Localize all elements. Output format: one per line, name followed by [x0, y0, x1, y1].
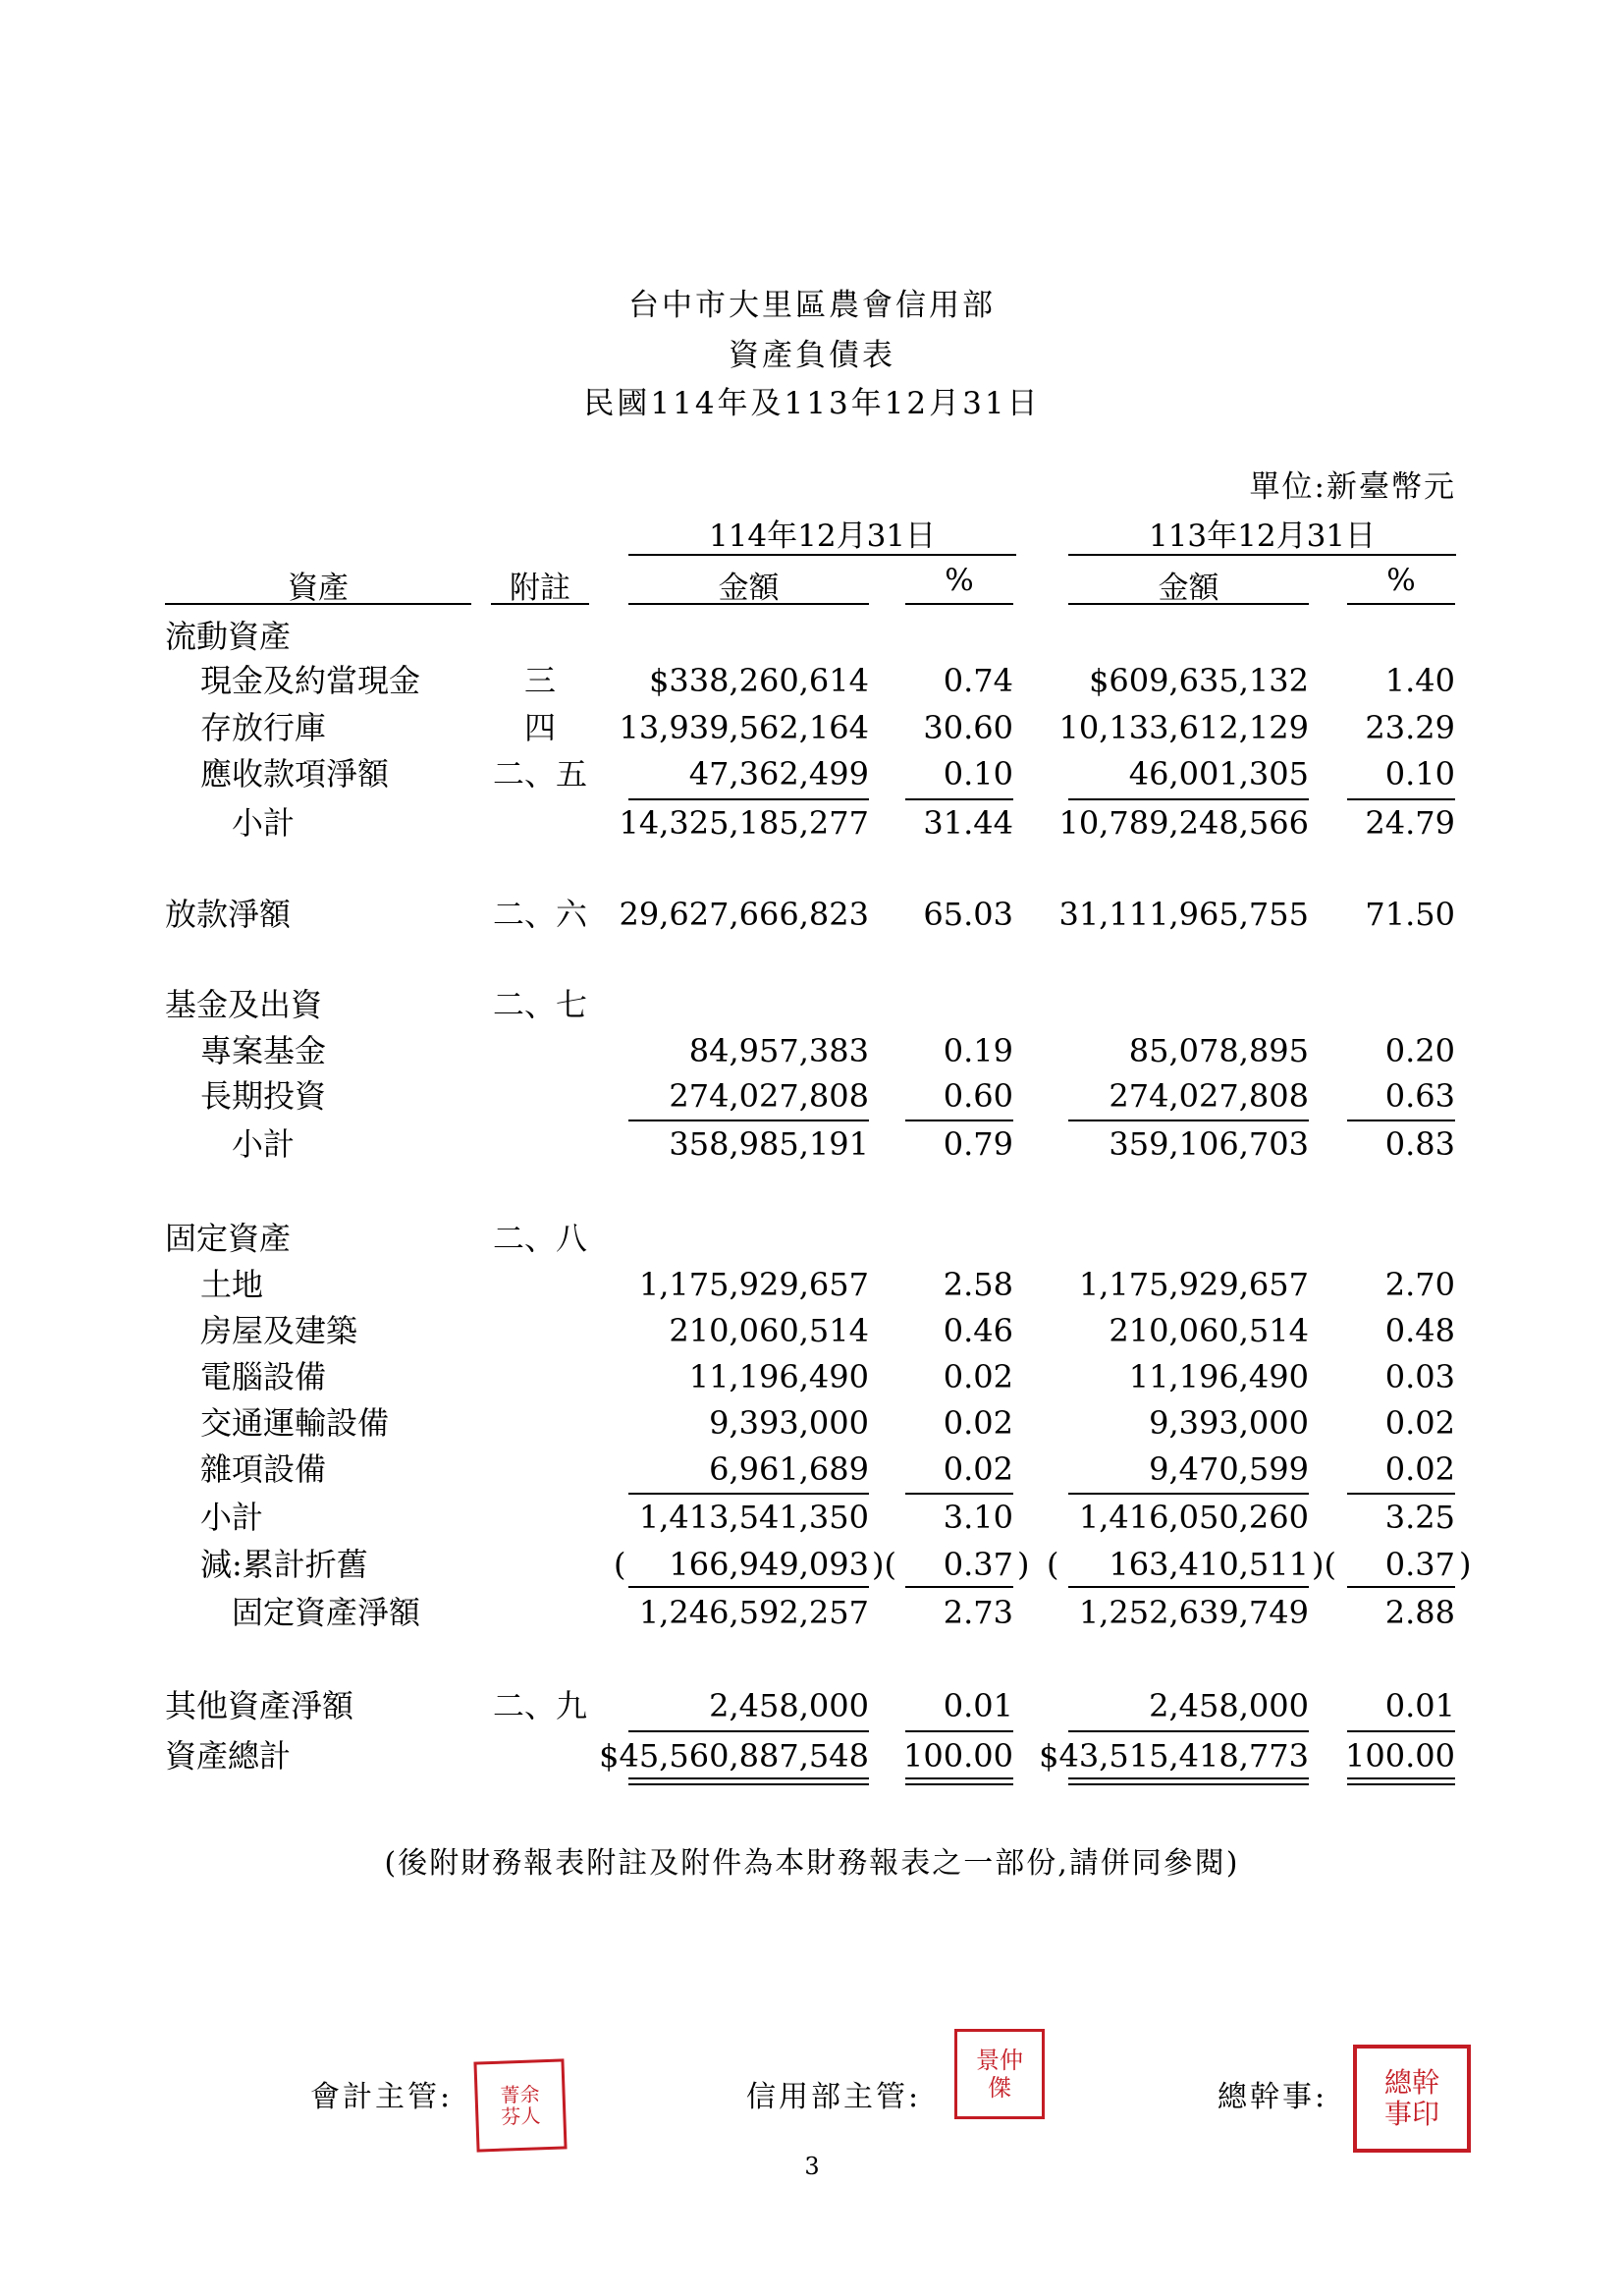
paren-close-pct113: ): [1459, 1546, 1472, 1583]
credit-supervisor-label: 信用部主管:: [746, 2080, 922, 2114]
row-label: 現金及約當現金: [200, 662, 421, 699]
row-note: 二、六: [492, 896, 587, 933]
row-amt114: $45,560,887,548: [599, 1737, 869, 1775]
row-label: 土地: [200, 1266, 264, 1303]
row-pct113: 0.10: [1384, 755, 1455, 792]
paren-close-amt114: )(: [872, 1546, 896, 1583]
paren-close-pct114: ): [1017, 1546, 1030, 1583]
grand-total-double-rule: [905, 1777, 1013, 1785]
row-label: 固定資產淨額: [232, 1594, 421, 1631]
subtotal-rule: [905, 1120, 1013, 1121]
total-rule: [905, 1586, 1013, 1588]
row-label: 雜項設備: [200, 1450, 327, 1488]
row-pct114: [895, 1219, 1013, 1258]
paren-open-amt113: (: [1047, 1546, 1059, 1583]
percent-114-header-underline: [905, 603, 1013, 605]
row-amt114: 1,175,929,657: [638, 1266, 869, 1303]
row-amt114: 210,060,514: [669, 1312, 869, 1349]
grand-total-double-rule: [1347, 1777, 1455, 1785]
subtotal-rule: [628, 1120, 869, 1121]
row-pct113: 100.00: [1345, 1737, 1455, 1775]
row-amt114: 29,627,666,823: [619, 896, 869, 933]
row-amt113: 11,196,490: [1128, 1358, 1309, 1395]
currency-unit: 單位:新臺幣元: [1249, 469, 1456, 505]
row-note: [491, 1031, 589, 1070]
footnote: (後附財務報表附註及附件為本財務報表之一部份,請併同參閱): [384, 1846, 1240, 1881]
row-label: 其他資產淨額: [165, 1687, 354, 1724]
row-note: [491, 1076, 589, 1116]
row-amt114: 9,393,000: [709, 1404, 869, 1442]
row-amt113: 9,470,599: [1149, 1450, 1309, 1488]
row-pct113: 0.02: [1384, 1404, 1455, 1442]
row-note: 三: [523, 662, 556, 699]
subtotal-rule: [628, 1493, 869, 1495]
row-note: [491, 617, 589, 656]
row-pct114: 0.02: [943, 1404, 1013, 1442]
row-label: 減:累計折舊: [200, 1546, 368, 1583]
row-pct113: 0.83: [1384, 1125, 1455, 1163]
row-label: 固定資產: [165, 1220, 292, 1257]
amount-114-header: 金額: [718, 571, 780, 606]
row-amt114: $338,260,614: [649, 662, 869, 699]
row-label: 應收款項淨額: [200, 755, 390, 792]
row-label: 專案基金: [200, 1032, 327, 1069]
row-amt114: 84,957,383: [688, 1032, 869, 1069]
row-pct113: 0.20: [1384, 1032, 1455, 1069]
year-113-underline: [1068, 554, 1456, 556]
row-amt113: 274,027,808: [1109, 1077, 1309, 1115]
row-pct114: 3.10: [943, 1499, 1013, 1536]
total-rule: [1068, 1586, 1309, 1588]
subtotal-rule: [1068, 1493, 1309, 1495]
row-note: 二、九: [492, 1687, 587, 1724]
row-pct113: 24.79: [1365, 804, 1455, 842]
subtotal-rule: [1347, 1120, 1455, 1121]
row-amt113: 31,111,965,755: [1058, 896, 1309, 933]
row-pct114: 0.02: [943, 1450, 1013, 1488]
percent-114-header: %: [945, 563, 974, 598]
row-note: 二、八: [492, 1220, 587, 1257]
item-header: 資產: [288, 571, 349, 606]
row-amt113: 46,001,305: [1128, 755, 1309, 792]
row-amt114: 11,196,490: [688, 1358, 869, 1395]
row-note: 二、五: [492, 755, 587, 792]
row-pct113: 2.70: [1384, 1266, 1455, 1303]
row-amt114: 6,961,689: [709, 1450, 869, 1488]
row-note: [491, 1498, 589, 1537]
note-header-underline: [491, 603, 589, 605]
row-label: 房屋及建築: [200, 1312, 358, 1349]
row-pct114: 2.73: [943, 1594, 1013, 1631]
general-manager-seal: 總幹 事印: [1353, 2045, 1471, 2153]
total-rule: [1068, 1730, 1309, 1732]
row-pct113: [1337, 985, 1455, 1024]
row-amt113: 1,416,050,260: [1078, 1499, 1309, 1536]
row-pct114: 0.79: [943, 1125, 1013, 1163]
row-note: [491, 1593, 589, 1632]
row-pct113: 3.25: [1384, 1499, 1455, 1536]
subtotal-rule: [905, 1493, 1013, 1495]
paren-open-amt114: (: [614, 1546, 626, 1583]
row-pct114: 0.46: [943, 1312, 1013, 1349]
row-amt113: 2,458,000: [1149, 1687, 1309, 1724]
page-number: 3: [804, 2153, 820, 2180]
total-rule: [1347, 1730, 1455, 1732]
row-pct114: 0.74: [943, 662, 1013, 699]
row-pct114: 0.37: [943, 1546, 1013, 1583]
row-amt113: [1034, 617, 1309, 656]
row-pct114: [895, 617, 1013, 656]
subtotal-rule: [1068, 1120, 1309, 1121]
row-amt113: 210,060,514: [1109, 1312, 1309, 1349]
row-amt114: [594, 1219, 869, 1258]
row-amt113: 163,410,511: [1109, 1546, 1309, 1583]
row-label: 資產總計: [165, 1737, 292, 1775]
row-pct113: 0.01: [1384, 1687, 1455, 1724]
grand-total-double-rule: [628, 1777, 869, 1785]
row-label: 流動資產: [165, 618, 292, 655]
row-label: 基金及出資: [165, 986, 323, 1023]
subtotal-rule: [628, 798, 869, 800]
row-amt114: [594, 617, 869, 656]
row-amt113: 1,252,639,749: [1078, 1594, 1309, 1631]
row-label: 長期投資: [200, 1077, 327, 1115]
total-rule: [628, 1730, 869, 1732]
row-pct114: 31.44: [923, 804, 1013, 842]
statement-period: 民國114年及113年12月31日: [583, 386, 1041, 421]
paren-close-amt113: )(: [1312, 1546, 1336, 1583]
row-note: 四: [523, 709, 556, 746]
row-pct114: 0.19: [943, 1032, 1013, 1069]
row-amt114: 47,362,499: [688, 755, 869, 792]
row-label: 小計: [232, 1125, 296, 1163]
total-rule: [1347, 1586, 1455, 1588]
row-amt113: 10,133,612,129: [1058, 709, 1309, 746]
row-amt114: 14,325,185,277: [619, 804, 869, 842]
row-pct113: 0.02: [1384, 1450, 1455, 1488]
row-note: [491, 1357, 589, 1396]
row-note: [491, 803, 589, 843]
row-pct114: 100.00: [903, 1737, 1013, 1775]
row-pct113: 0.63: [1384, 1077, 1455, 1115]
subtotal-rule: [1347, 1493, 1455, 1495]
row-note: [491, 1311, 589, 1350]
row-note: [491, 1403, 589, 1443]
row-amt114: 1,246,592,257: [638, 1594, 869, 1631]
row-amt113: [1034, 985, 1309, 1024]
row-amt113: $609,635,132: [1089, 662, 1309, 699]
row-amt113: [1034, 1219, 1309, 1258]
row-amt114: 13,939,562,164: [619, 709, 869, 746]
subtotal-rule: [1068, 798, 1309, 800]
row-label: 放款淨額: [165, 896, 292, 933]
amount-113-header-underline: [1068, 603, 1309, 605]
amount-114-header-underline: [628, 603, 869, 605]
percent-113-header: %: [1386, 563, 1416, 598]
statement-title: 資產負債表: [729, 338, 895, 373]
total-rule: [905, 1730, 1013, 1732]
row-note: [491, 1449, 589, 1489]
row-amt114: 274,027,808: [669, 1077, 869, 1115]
row-amt114: 1,413,541,350: [638, 1499, 869, 1536]
row-note: [491, 1124, 589, 1164]
total-rule: [628, 1586, 869, 1588]
row-label: 電腦設備: [200, 1358, 327, 1395]
row-note: [491, 1545, 589, 1584]
row-amt113: 1,175,929,657: [1078, 1266, 1309, 1303]
credit-supervisor-seal: 景仲 傑: [954, 2029, 1045, 2119]
row-pct113: 71.50: [1365, 896, 1455, 933]
row-pct113: 1.40: [1384, 662, 1455, 699]
row-amt114: 358,985,191: [669, 1125, 869, 1163]
row-amt113: 9,393,000: [1149, 1404, 1309, 1442]
percent-113-header-underline: [1347, 603, 1455, 605]
row-pct113: 2.88: [1384, 1594, 1455, 1631]
row-pct114: 0.02: [943, 1358, 1013, 1395]
subtotal-rule: [905, 798, 1013, 800]
row-pct114: 65.03: [923, 896, 1013, 933]
row-label: 小計: [232, 804, 296, 842]
row-amt113: 359,106,703: [1109, 1125, 1309, 1163]
org-name: 台中市大里區農會信用部: [628, 288, 996, 323]
row-amt114: [594, 985, 869, 1024]
note-header: 附註: [510, 571, 570, 606]
row-amt113: $43,515,418,773: [1039, 1737, 1309, 1775]
row-label: 交通運輸設備: [200, 1404, 390, 1442]
row-pct113: 23.29: [1365, 709, 1455, 746]
row-pct114: 30.60: [923, 709, 1013, 746]
row-amt114: 2,458,000: [709, 1687, 869, 1724]
year-114-header: 114年12月31日: [708, 519, 937, 554]
row-amt113: 10,789,248,566: [1058, 804, 1309, 842]
row-note: [491, 1736, 589, 1776]
row-pct114: 0.10: [943, 755, 1013, 792]
accounting-supervisor-seal: 菁余 芬人: [473, 2058, 567, 2152]
subtotal-rule: [1347, 798, 1455, 800]
year-113-header: 113年12月31日: [1148, 519, 1377, 554]
item-header-underline: [165, 603, 471, 605]
row-pct114: [895, 985, 1013, 1024]
row-pct113: [1337, 1219, 1455, 1258]
row-note: [491, 1265, 589, 1304]
row-pct114: 2.58: [943, 1266, 1013, 1303]
row-pct113: [1337, 617, 1455, 656]
grand-total-double-rule: [1068, 1777, 1309, 1785]
amount-113-header: 金額: [1158, 571, 1219, 606]
row-label: 存放行庫: [200, 709, 327, 746]
row-amt113: 85,078,895: [1128, 1032, 1309, 1069]
row-pct114: 0.60: [943, 1077, 1013, 1115]
row-note: 二、七: [492, 986, 587, 1023]
accounting-supervisor-label: 會計主管:: [310, 2080, 454, 2114]
general-manager-label: 總幹事:: [1218, 2080, 1328, 2114]
row-pct113: 0.48: [1384, 1312, 1455, 1349]
row-pct114: 0.01: [943, 1687, 1013, 1724]
year-114-underline: [628, 554, 1016, 556]
row-pct113: 0.03: [1384, 1358, 1455, 1395]
row-amt114: 166,949,093: [669, 1546, 869, 1583]
row-pct113: 0.37: [1384, 1546, 1455, 1583]
row-label: 小計: [200, 1499, 264, 1536]
